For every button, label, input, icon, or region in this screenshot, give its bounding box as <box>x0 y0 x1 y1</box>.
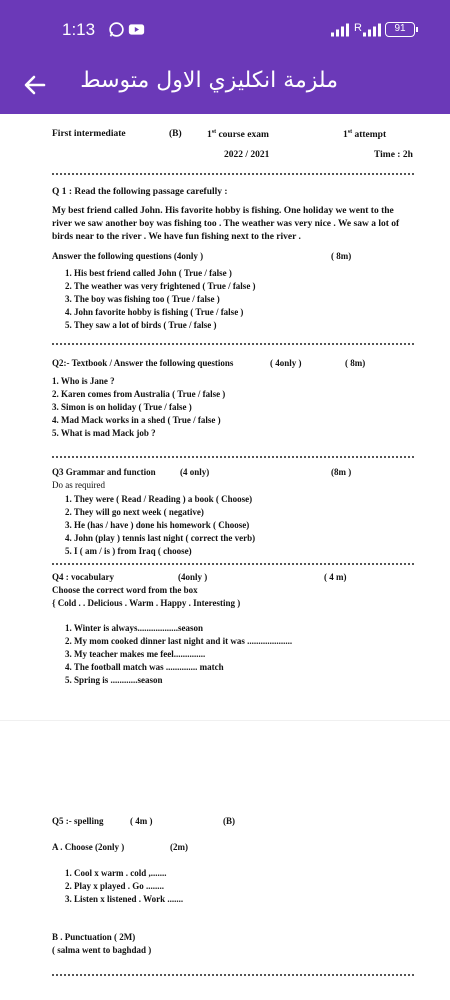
youtube-icon <box>128 21 145 38</box>
q5-version: (B) <box>223 816 235 826</box>
q3-marks: (8m ) <box>331 467 352 477</box>
q3-only: (4 only) <box>180 467 210 477</box>
q3-item: 2. They will go next week ( negative) <box>65 507 204 517</box>
q4-instruction: Choose the correct word from the box <box>52 585 198 595</box>
q4-title: Q4 : vocabulary <box>52 572 114 582</box>
whatsapp-icon <box>108 21 125 38</box>
q2-item: 5. What is mad Mack job ? <box>52 428 156 438</box>
divider <box>52 974 414 976</box>
divider <box>52 456 414 458</box>
q1-marks: ( 8m) <box>331 251 352 261</box>
q2-item: 2. Karen comes from Australia ( True / false ) <box>52 389 226 399</box>
battery-icon: 91 <box>385 22 415 37</box>
divider <box>52 343 414 345</box>
exam-version: (B) <box>169 129 182 139</box>
q3-title: Q3 Grammar and function <box>52 467 156 477</box>
page-gap <box>0 720 450 721</box>
q5-b-sentence: ( salma went to baghdad ) <box>52 945 152 955</box>
q1-item: 2. The weather was very frightened ( True / false ) <box>65 281 256 291</box>
divider <box>52 563 414 565</box>
signal-icon <box>330 21 352 38</box>
q3-item: 4. John (play ) tennis last night ( correct the verb) <box>65 533 256 543</box>
status-time: 1:13 <box>62 20 96 39</box>
q5-b-title: B . Punctuation ( 2M) <box>52 932 136 942</box>
q3-item: 3. He (has / have ) done his homework ( Choose) <box>65 520 250 530</box>
back-arrow-icon[interactable] <box>20 70 50 100</box>
q4-item: 1. Winter is always..................season <box>65 623 204 633</box>
q2-only: ( 4only ) <box>270 358 302 368</box>
exam-page-2 <box>40 780 415 990</box>
q4-marks: ( 4 m) <box>324 572 347 582</box>
q1-passage-line: river we saw another boy was fishing too . The weather was very nice . We saw a lot of <box>52 219 400 229</box>
q4-item: 3. My teacher makes me feel.............. <box>65 649 206 659</box>
q1-item: 1. His best friend called John ( True / false ) <box>65 268 232 278</box>
app-title: ملزمة انكليزي الاول متوسط <box>80 68 338 93</box>
course-exam-label: 1st course exam <box>207 129 269 141</box>
q3-subtitle: Do as required <box>52 480 105 490</box>
exam-year: 2022 / 2021 <box>224 150 270 160</box>
exam-level: First intermediate <box>52 129 126 139</box>
q2-marks: ( 8m) <box>345 358 366 368</box>
status-bar <box>0 0 450 56</box>
q1-item: 3. The boy was fishing too ( True / false ) <box>65 294 220 304</box>
app-bar <box>0 56 450 114</box>
q5-marks: ( 4m ) <box>130 816 153 826</box>
q2-item: 4. Mad Mack works in a shed ( True / false ) <box>52 415 221 425</box>
q1-passage-line: My best friend called John. His favorite hobby is fishing. One holiday we went to the <box>52 206 394 216</box>
signal-icon-2 <box>362 21 384 38</box>
q2-item: 1. Who is Jane ? <box>52 376 115 386</box>
q4-item: 5. Spring is ............season <box>65 675 163 685</box>
q3-item: 5. I ( am / is ) from Iraq ( choose) <box>65 546 192 556</box>
q5-a-item: 2. Play x played . Go ........ <box>65 881 165 891</box>
q5-a-item: 1. Cool x warm . cold ,....... <box>65 868 167 878</box>
q2-title: Q2:- Textbook / Answer the following questions <box>52 358 234 368</box>
q3-item: 1. They were ( Read / Reading ) a book ( Choose) <box>65 494 253 504</box>
exam-page-1 <box>40 118 415 698</box>
q4-only: (4only ) <box>178 572 208 582</box>
q5-a-item: 3. Listen x listened . Work ....... <box>65 894 184 904</box>
q5-title: Q5 :- spelling <box>52 816 104 826</box>
q5-a-marks: (2m) <box>170 842 188 852</box>
q1-item: 4. John favorite hobby is fishing ( True / false ) <box>65 307 244 317</box>
q4-word-box: { Cold . . Delicious . Warm . Happy . Interesting ) <box>52 598 241 608</box>
q1-title: Q 1 : Read the following passage carefully : <box>52 187 228 197</box>
divider <box>52 173 414 175</box>
q5-a-title: A . Choose (2only ) <box>52 842 125 852</box>
roaming-label: R <box>354 22 361 34</box>
q4-item: 4. The football match was .............. match <box>65 662 224 672</box>
q4-item: 2. My mom cooked dinner last night and it was .................... <box>65 636 293 646</box>
q1-instruction: Answer the following questions (4only ) <box>52 251 204 261</box>
attempt-label: 1st attempt <box>343 129 387 141</box>
exam-time: Time : 2h <box>374 150 413 160</box>
q1-item: 5. They saw a lot of birds ( True / false ) <box>65 320 217 330</box>
q1-passage-line: birds near to the river . We have fun fishing next to the river . <box>52 232 301 242</box>
q2-item: 3. Simon is on holiday ( True / false ) <box>52 402 192 412</box>
